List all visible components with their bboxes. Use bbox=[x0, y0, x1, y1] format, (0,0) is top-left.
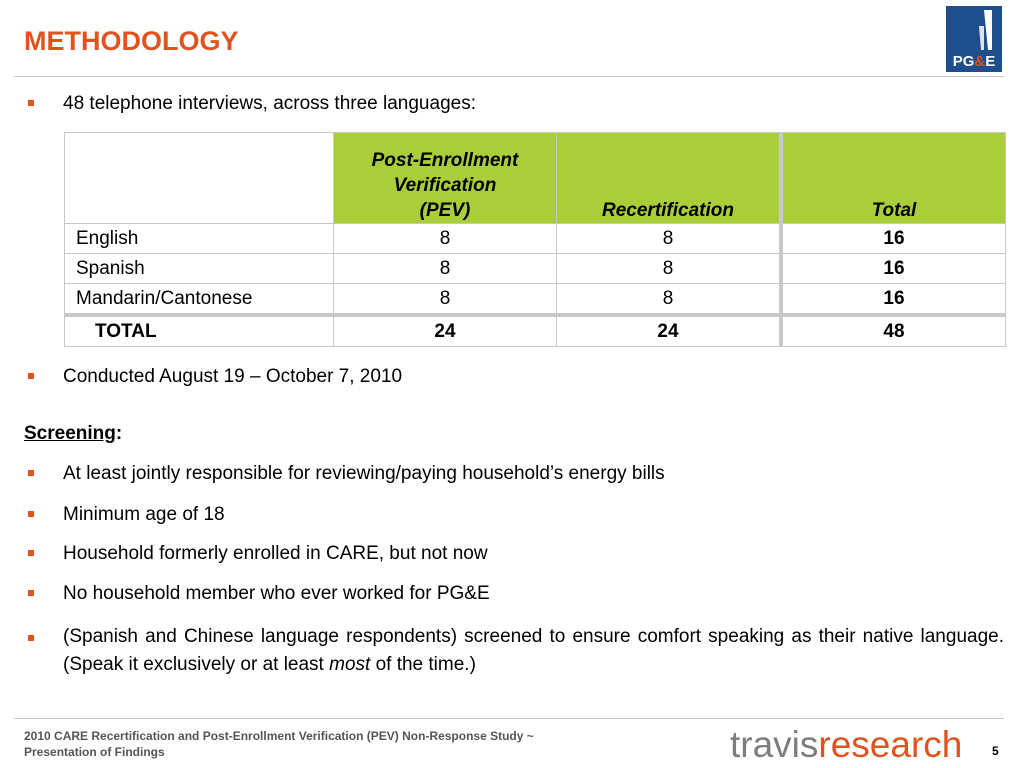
table-header-pev: Post-Enrollment Verification (PEV) bbox=[334, 133, 557, 224]
bullet-text: Household formerly enrolled in CARE, but not now bbox=[63, 543, 488, 564]
total-recert: 24 bbox=[557, 315, 782, 347]
cell-total: 16 bbox=[781, 284, 1006, 316]
title-divider bbox=[14, 76, 1004, 77]
bullet-marker bbox=[28, 373, 34, 379]
row-label: English bbox=[65, 224, 334, 254]
table-row bbox=[65, 224, 1006, 254]
row-label: Spanish bbox=[65, 254, 334, 284]
bullet-marker bbox=[28, 100, 34, 106]
screening-label: Screening bbox=[24, 423, 116, 444]
footer-text bbox=[24, 728, 534, 760]
total-total: 48 bbox=[781, 315, 1006, 347]
paragraph-text-end: of the time.) bbox=[370, 654, 476, 675]
paragraph-text: (Spanish and Chinese language respondents) screened to ensure comfort speaking as their native language. (Speak it exclusively or at least bbox=[63, 626, 1004, 675]
total-label: TOTAL bbox=[65, 315, 334, 347]
screening-heading bbox=[24, 423, 122, 445]
bullet-text: At least jointly responsible for reviewing/paying household’s energy bills bbox=[63, 463, 665, 484]
bullet-marker bbox=[28, 635, 34, 641]
cell-pev: 8 bbox=[334, 284, 557, 316]
footer-divider bbox=[14, 718, 1004, 719]
total-pev: 24 bbox=[334, 315, 557, 347]
footer-line-1: 2010 CARE Recertification and Post-Enrollment Verification (PEV) Non-Response Study ~ bbox=[24, 729, 534, 743]
cell-total: 16 bbox=[781, 224, 1006, 254]
cell-total: 16 bbox=[781, 254, 1006, 284]
brand-travis: travis bbox=[730, 724, 819, 765]
page-number: 5 bbox=[992, 744, 999, 758]
bullet-text: Conducted August 19 – October 7, 2010 bbox=[63, 366, 403, 387]
interviews-table bbox=[64, 132, 1006, 347]
travisresearch-logo bbox=[730, 724, 962, 766]
footer-line-2: Presentation of Findings bbox=[24, 745, 165, 759]
bullet-text: Minimum age of 18 bbox=[63, 504, 225, 525]
cell-recert: 8 bbox=[557, 284, 782, 316]
table-header-blank bbox=[65, 133, 334, 224]
table-header-recert: Recertification bbox=[557, 133, 782, 224]
bullet-marker bbox=[28, 590, 34, 596]
screening-colon: : bbox=[115, 423, 123, 444]
bullet-marker bbox=[28, 511, 34, 517]
language-paragraph bbox=[63, 623, 1004, 679]
table-row bbox=[65, 254, 1006, 284]
svg-text:PG&E: PG&E bbox=[952, 53, 996, 70]
bullet-text: 48 telephone interviews, across three languages: bbox=[63, 93, 476, 114]
cell-pev: 8 bbox=[334, 224, 557, 254]
bullet-text: No household member who ever worked for PG&E bbox=[63, 583, 490, 604]
paragraph-emphasis: most bbox=[329, 654, 371, 675]
pge-logo bbox=[946, 6, 1002, 72]
row-label: Mandarin/Cantonese bbox=[65, 284, 334, 316]
table-total-row bbox=[65, 315, 1006, 347]
cell-recert: 8 bbox=[557, 224, 782, 254]
cell-recert: 8 bbox=[557, 254, 782, 284]
bullet-marker bbox=[28, 550, 34, 556]
cell-pev: 8 bbox=[334, 254, 557, 284]
bullet-marker bbox=[28, 470, 34, 476]
table-row bbox=[65, 284, 1006, 316]
table-header-row bbox=[65, 133, 1006, 224]
slide-title: METHODOLOGY bbox=[24, 26, 239, 56]
brand-research: research bbox=[818, 724, 963, 765]
table-header-total: Total bbox=[781, 133, 1006, 224]
